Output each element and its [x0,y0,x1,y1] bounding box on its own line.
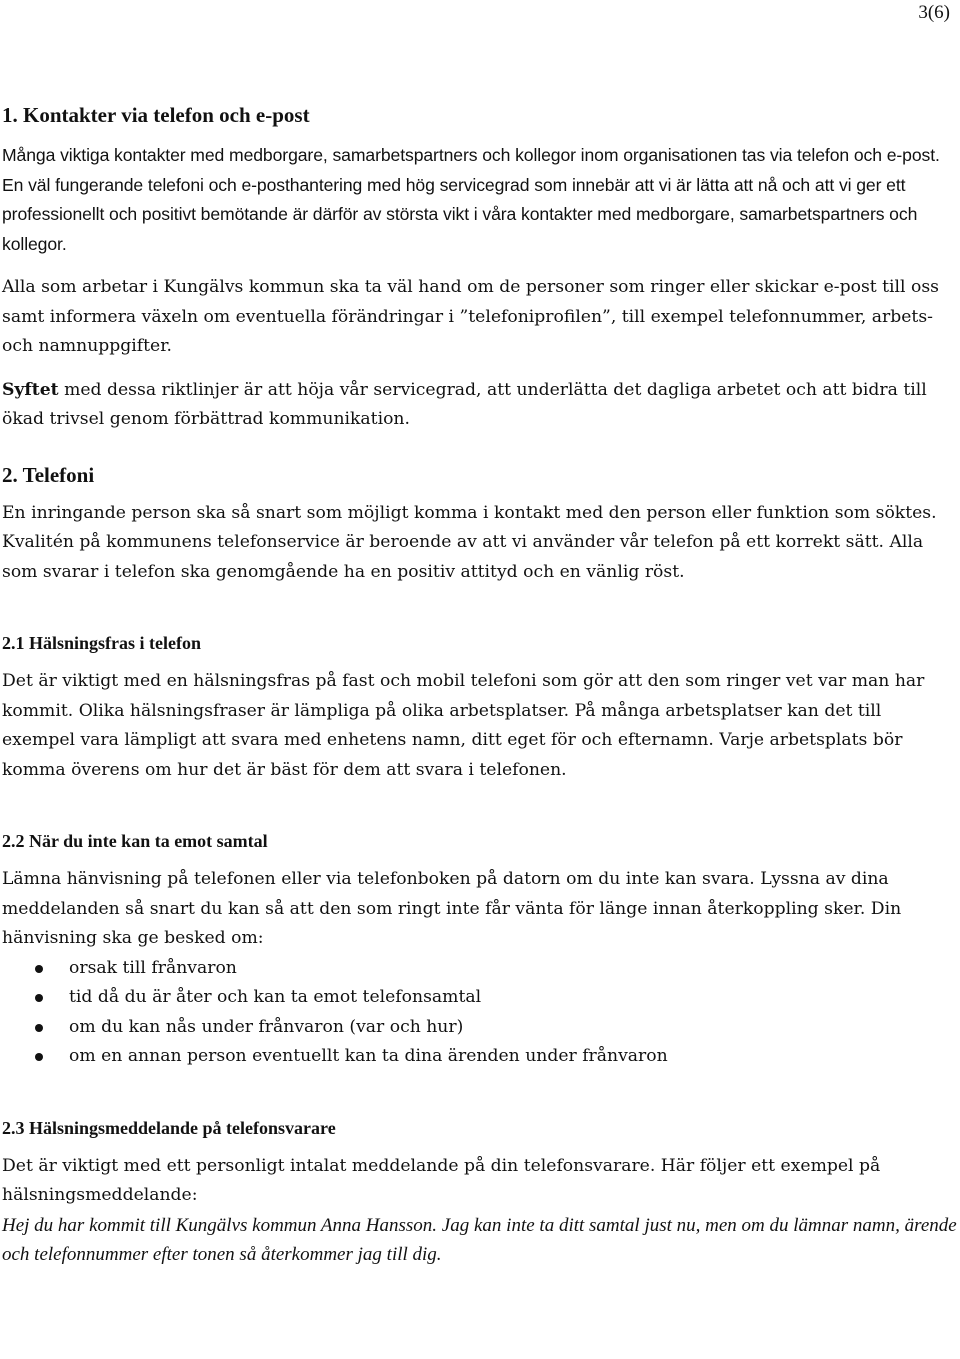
page-number: 3(6) [918,2,950,23]
absence-info-list [2,954,958,1072]
list-item: om en annan person eventuellt kan ta dina ärenden under frånvaron [2,1042,958,1072]
section-2-2-paragraph-1: Lämna hänvisning på telefonen eller via telefonboken på datorn om du inte kan svara. Lyssna av dina meddelanden så snart du kan så att den som ringt inte får vänta för länge innan återkoppling sker. Din hänvisning ska ge besked om: [2,869,902,948]
bullet-icon [35,1053,43,1061]
list-item: tid då du är åter och kan ta emot telefonsamtal [2,983,958,1013]
section-2-3-paragraph-1: Det är viktigt med ett personligt intalat meddelande på din telefonsvarare. Här följer ett exempel på hälsningsmeddelande: [2,1155,881,1205]
section-2-heading: 2. Telefoni [2,462,95,487]
section-1-heading: 1. Kontakter via telefon och e-post [2,103,310,127]
section-2-1-heading: 2.1 Hälsningsfras i telefon [2,633,202,653]
section-1-paragraph-1: Många viktiga kontakter med medborgare, samarbetspartners och kollegor inom organisationen tas via telefon och e-post. En väl fungerande telefoni och e-posthantering med hög servicegrad som innebär att vi är lätta att nå och att vi ger ett professionellt och positivt bemötande är därför av största vikt i våra kontakter med medborgare, samarbetspartners och kollegor. [2,145,940,254]
section-1-paragraph-3 [2,376,958,435]
section-2-paragraph-1: En inringande person ska så snart som möjligt komma i kontakt med den person eller funktion som söktes. Kvalitén på kommunens telefonservice är beroende av att vi använder vår telefon på ett korrekt sätt. Alla som svarar i telefon ska genomgående ha en positiv attityd och en vänlig röst. [2,502,937,582]
section-2-2-heading: 2.2 När du inte kan ta emot samtal [2,831,268,851]
bullet-icon [35,994,43,1002]
section-2-3-heading: 2.3 Hälsningsmeddelande på telefonsvarare [2,1117,336,1138]
section-2-1-paragraph-1: Det är viktigt med en hälsningsfras på fast och mobil telefoni som gör att den som ringer vet var man har kommit. Olika hälsningsfraser är lämpliga på olika arbetsplatser. På många arbetsplatser kan det till exempel vara lämpligt att svara med enhetens namn, ditt eget för och efternamn. Varje arbetsplats bör komma överens om hur det är bäst för dem att svara i telefonen. [2,671,925,780]
list-item: om du kan nås under frånvaron (var och hur) [2,1013,958,1043]
list-item: orsak till frånvaron [2,954,958,984]
bullet-icon [35,965,43,973]
document-body [2,102,958,1269]
greeting-example: Hej du har kommit till Kungälvs kommun Anna Hansson. Jag kan inte ta ditt samtal just nu, men om du lämnar namn, ärende och telefonnummer efter tonen så återkommer jag till dig. [2,1214,957,1265]
purpose-text: med dessa riktlinjer är att höja vår servicegrad, att underlätta det dagliga arbetet och att bidra till ökad trivsel genom förbättrad kommunikation. [2,379,927,429]
section-1-paragraph-2: Alla som arbetar i Kungälvs kommun ska ta väl hand om de personer som ringer eller skickar e-post till oss samt informera växeln om eventuella förändringar i ”telefoniprofilen”, till exempel telefonnummer, arbets- och namnuppgifter. [2,277,939,356]
bullet-icon [35,1024,43,1032]
purpose-label: Syftet [2,379,59,400]
